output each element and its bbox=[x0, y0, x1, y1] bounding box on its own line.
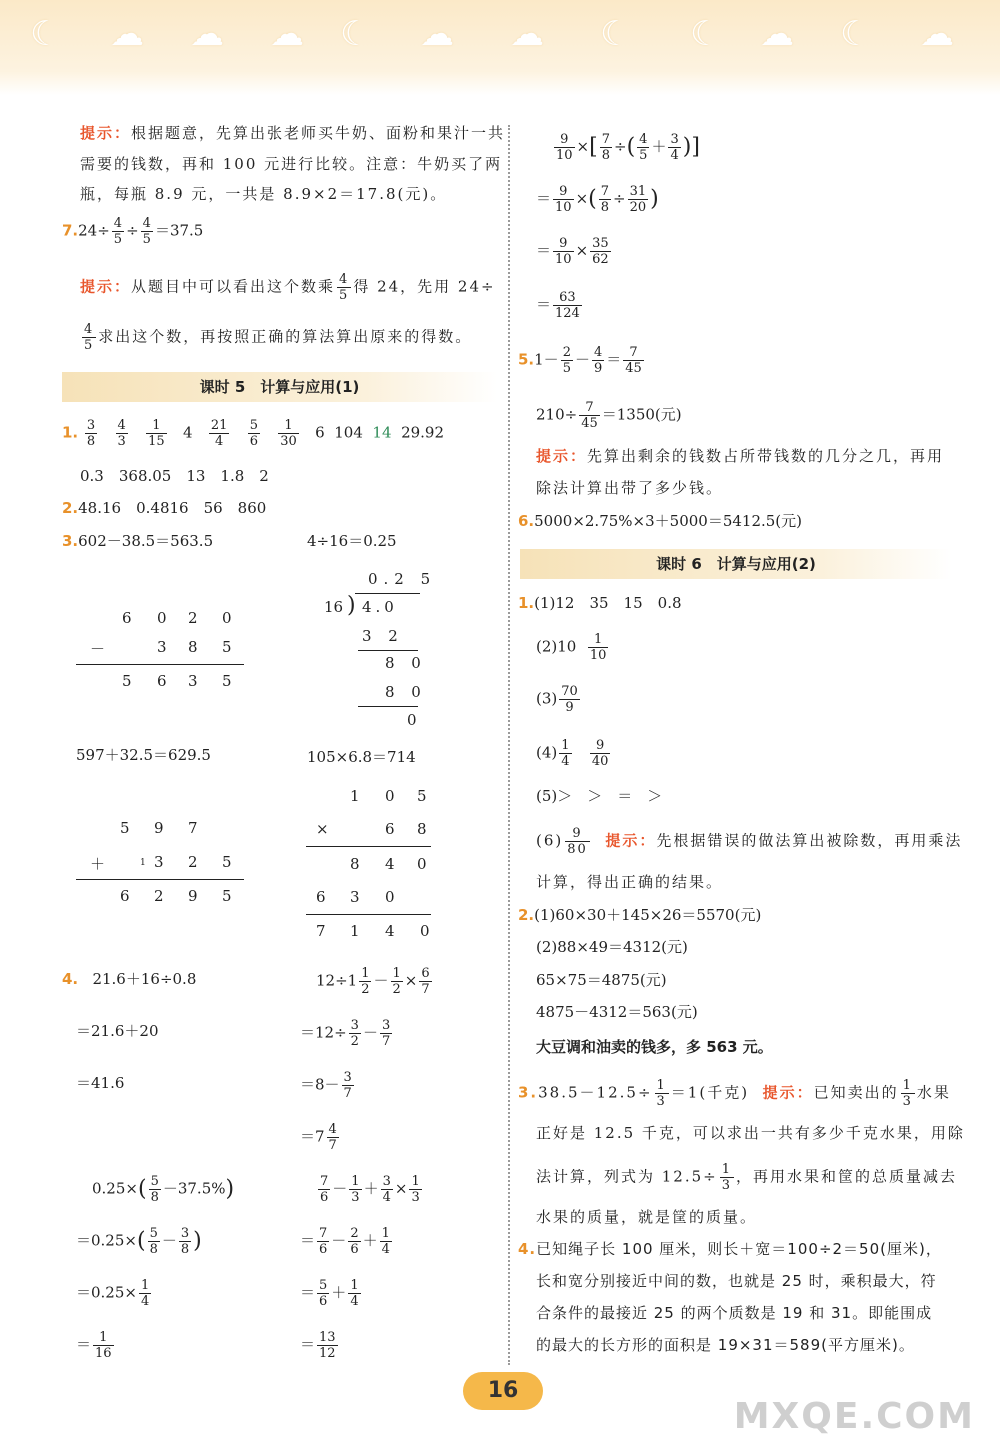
vertical-digit: 5 bbox=[222, 638, 232, 656]
equation: 4÷16＝0.25 bbox=[307, 532, 397, 550]
moon-icon: ☾ bbox=[840, 14, 871, 54]
vertical-digit: 4 bbox=[385, 922, 395, 940]
cloud-icon: ☁ bbox=[110, 14, 144, 54]
rule-line bbox=[306, 846, 431, 847]
hint-line: 正好是 12.5 千克，可以求出一共有多少千克水果，用除 bbox=[536, 1124, 965, 1142]
equation: ＝ $\frac{63}{124}$ bbox=[536, 290, 580, 321]
equation: ＝41.6 bbox=[76, 1074, 125, 1092]
vertical-digit: 5 bbox=[120, 819, 130, 837]
hint-line: 法计算，列式为 12.5÷ $\frac{1}{3}$ ，再用水果和筐的总质量减去 bbox=[536, 1162, 958, 1193]
vertical-digit: 5 bbox=[417, 787, 427, 805]
vertical-digit: 5 bbox=[222, 887, 232, 905]
equation: 105×6.8＝714 bbox=[307, 748, 416, 766]
equation: ＝ $\frac{1}{16}$ bbox=[76, 1330, 112, 1361]
cloud-icon: ☁ bbox=[760, 14, 794, 54]
vertical-digit: 6 bbox=[157, 672, 167, 690]
vertical-digit: 8 bbox=[417, 820, 427, 838]
watermark: MXQE.COM bbox=[733, 1396, 975, 1437]
equation: 210÷ $\frac{7}{45}$ ＝1350(元) bbox=[536, 400, 682, 431]
vertical-digit: ＋ bbox=[90, 855, 106, 873]
hint-line: 水果的质量，就是筐的质量。 bbox=[536, 1208, 758, 1226]
answer-row: (5)＞ ＞ ＝ ＞ bbox=[536, 787, 663, 805]
moon-icon: ☾ bbox=[600, 14, 631, 54]
question-1: 1. $\frac{3}{8}$ $\frac{4}{3}$ $\frac{1}{15}$ 4 $\frac{21}{4}$ $\frac{5}{6}$ $\frac{1}{30}$ 6 104 14 29.92 bbox=[62, 418, 445, 449]
vertical-digit: 3 bbox=[157, 638, 167, 656]
question-7: 7.24÷ $\frac{4}{5}$ ÷ $\frac{4}{5}$ ＝37.5 bbox=[62, 216, 204, 247]
equation: ＝8－ $\frac{3}{7}$ bbox=[300, 1070, 352, 1101]
rule-line bbox=[358, 706, 418, 707]
carry-digit: 1 bbox=[140, 858, 146, 868]
vertical-digit: 2 bbox=[154, 887, 164, 905]
equation: $\frac{9}{10}$ ×[ $\frac{7}{8}$ ÷( $\frac{4}{5}$ ＋ $\frac{3}{4}$ )] bbox=[556, 132, 700, 163]
vertical-digit: 6 bbox=[122, 609, 132, 627]
vertical-digit: 0 bbox=[157, 609, 167, 627]
vertical-digit: 6 bbox=[316, 888, 326, 906]
page-number: 16 bbox=[463, 1372, 543, 1410]
vertical-digit: 0 bbox=[385, 787, 395, 805]
vertical-digit: 3 bbox=[188, 672, 198, 690]
vertical-digit: 1 bbox=[350, 922, 360, 940]
vertical-digit: 0 bbox=[420, 922, 430, 940]
answer-row: 0.3 368.05 13 1.8 2 bbox=[80, 467, 269, 485]
rule-line bbox=[358, 650, 418, 651]
equation: 65×75＝4875(元) bbox=[536, 971, 667, 989]
hint-line: 除法计算出带了多少钱。 bbox=[536, 479, 724, 497]
vertical-digit: 8 bbox=[188, 638, 198, 656]
vertical-digit: 8 bbox=[350, 855, 360, 873]
vertical-digit: 0 bbox=[222, 609, 232, 627]
equation: ＝0.25×( $\frac{5}{8}$ － $\frac{3}{8}$ ) bbox=[76, 1226, 202, 1257]
hint-line: 提示：根据题意，先算出张老师买牛奶、面粉和果汁一共 bbox=[80, 124, 506, 142]
equation: ＝ $\frac{5}{6}$ ＋ $\frac{1}{4}$ bbox=[300, 1278, 359, 1309]
vertical-digit: 2 bbox=[188, 853, 198, 871]
answer-sentence: 大豆调和油卖的钱多，多 563 元。 bbox=[536, 1038, 773, 1056]
vertical-digit: 7 bbox=[316, 922, 326, 940]
vertical-digit: 0 bbox=[417, 855, 427, 873]
division-step: 8 0 bbox=[385, 654, 427, 672]
question-3: 3.38.5－12.5÷ $\frac{1}{3}$ ＝1(千克) 提示：已知卖出的 $\frac{1}{3}$ 水果 bbox=[518, 1078, 951, 1109]
division-step: 0 bbox=[407, 711, 417, 729]
vertical-digit: 4 bbox=[385, 855, 395, 873]
vertical-digit: 5 bbox=[122, 672, 132, 690]
moon-icon: ☾ bbox=[340, 14, 371, 54]
cloud-icon: ☁ bbox=[190, 14, 224, 54]
equation: 4875－4312＝563(元) bbox=[536, 1003, 698, 1021]
cloud-icon: ☁ bbox=[510, 14, 544, 54]
vertical-digit: 3 bbox=[154, 853, 164, 871]
division-step: 8 0 bbox=[385, 683, 427, 701]
equation: ＝ $\frac{13}{12}$ bbox=[300, 1330, 336, 1361]
vertical-digit: 5 bbox=[222, 672, 232, 690]
vertical-digit: 9 bbox=[188, 887, 198, 905]
hint-line: 计算，得出正确的结果。 bbox=[536, 873, 724, 891]
rule-line bbox=[306, 914, 431, 915]
question-5: 5.1－ $\frac{2}{5}$ － $\frac{4}{9}$ ＝ $\frac{7}{45}$ bbox=[518, 345, 642, 376]
equation: ＝21.6＋20 bbox=[76, 1022, 159, 1040]
rule-line bbox=[355, 593, 420, 594]
vertical-digit: 9 bbox=[154, 819, 164, 837]
equation: ＝12÷ $\frac{3}{2}$ － $\frac{3}{7}$ bbox=[300, 1018, 391, 1049]
equation: ＝ $\frac{7}{6}$ － $\frac{2}{6}$ ＋ $\frac{1}{4}$ bbox=[300, 1226, 390, 1257]
header-banner bbox=[0, 0, 1000, 95]
hint-line: $\frac{4}{5}$ 求出这个数，再按照正确的算法算出原来的得数。 bbox=[84, 322, 473, 353]
question-4: 4. 21.6＋16÷0.8 bbox=[62, 970, 197, 988]
cloud-icon: ☁ bbox=[420, 14, 454, 54]
division-quotient: 0.2 5 bbox=[368, 570, 437, 588]
question-2: 2.48.16 0.4816 56 860 bbox=[62, 499, 267, 517]
vertical-digit: － bbox=[90, 640, 106, 658]
hint-line: 瓶，每瓶 8.9 元，一共是 8.9×2＝17.8(元)。 bbox=[80, 185, 448, 203]
rule-line bbox=[76, 879, 244, 880]
column-divider bbox=[508, 125, 510, 1365]
equation: ＝ $\frac{9}{10}$ ×( $\frac{7}{8}$ ÷ $\frac{31}{20}$ ) bbox=[536, 184, 659, 215]
answer-row: (6) $\frac{9}{80}$ 提示：先根据错误的做法算出被除数，再用乘法 bbox=[536, 826, 963, 857]
vertical-digit: 6 bbox=[385, 820, 395, 838]
vertical-digit: 2 bbox=[188, 609, 198, 627]
division-dividend: 4.0 bbox=[362, 598, 398, 616]
vertical-digit: × bbox=[316, 820, 329, 838]
vertical-digit: 1 bbox=[350, 787, 360, 805]
equation: ＝ $\frac{9}{10}$ × $\frac{35}{62}$ bbox=[536, 236, 609, 267]
answer-line: 长和宽分别接近中间的数，也就是 25 时，乘积最大，符 bbox=[536, 1272, 937, 1290]
equation: 12÷1 $\frac{1}{2}$ － $\frac{1}{2}$ × $\frac{6}{7}$ bbox=[316, 966, 430, 997]
equation: 0.25×( $\frac{5}{8}$ －37.5%) bbox=[92, 1174, 235, 1205]
vertical-digit: 3 bbox=[350, 888, 360, 906]
answer-row: (3) $\frac{70}{9}$ bbox=[536, 684, 578, 715]
equation: ＝7 $\frac{4}{7}$ bbox=[300, 1122, 337, 1153]
question-6: 6.5000×2.75%×3＋5000＝5412.5(元) bbox=[518, 512, 803, 530]
equation: 597＋32.5＝629.5 bbox=[76, 746, 211, 764]
question-3: 3.602－38.5＝563.5 bbox=[62, 532, 214, 550]
vertical-digit: 0 bbox=[385, 888, 395, 906]
answer-line: 合条件的最接近 25 的两个质数是 19 和 31。即能围成 bbox=[536, 1304, 933, 1322]
division-step: 3 2 bbox=[362, 627, 404, 645]
question-4: 4.已知绳子长 100 厘米，则长＋宽＝100÷2＝50(厘米)， bbox=[518, 1240, 942, 1258]
hint-line: 提示：先算出剩余的钱数占所带钱数的几分之几，再用 bbox=[536, 447, 945, 465]
section-title: 课时 5 计算与应用(1) bbox=[62, 372, 497, 402]
cloud-icon: ☁ bbox=[270, 14, 304, 54]
equation: $\frac{7}{6}$ － $\frac{1}{3}$ ＋ $\frac{3}{4}$ × $\frac{1}{3}$ bbox=[320, 1174, 420, 1205]
question-1: 1.(1)12 35 15 0.8 bbox=[518, 594, 682, 612]
answer-row: (2)10 $\frac{1}{10}$ bbox=[536, 632, 607, 663]
division-divisor: 16 bbox=[324, 598, 344, 616]
cloud-icon: ☁ bbox=[920, 14, 954, 54]
section-title: 课时 6 计算与应用(2) bbox=[520, 549, 952, 579]
hint-line: 提示：从题目中可以看出这个数乘 $\frac{4}{5}$ 得 24，先用 24÷ bbox=[80, 272, 496, 303]
vertical-digit: 7 bbox=[188, 819, 198, 837]
moon-icon: ☾ bbox=[30, 14, 61, 54]
hint-line: 需要的钱数，再和 100 元进行比较。注意：牛奶买了两 bbox=[80, 155, 503, 173]
division-bracket: ) bbox=[347, 593, 356, 618]
equation: ＝0.25× $\frac{1}{4}$ bbox=[76, 1278, 150, 1309]
rule-line bbox=[76, 664, 244, 665]
answer-line: 的最大的长方形的面积是 19×31＝589(平方厘米)。 bbox=[536, 1336, 915, 1354]
vertical-digit: 5 bbox=[222, 853, 232, 871]
answer-row: (4) $\frac{1}{4}$ $\frac{9}{40}$ bbox=[536, 738, 609, 769]
vertical-digit: 6 bbox=[120, 887, 130, 905]
question-2: 2.(1)60×30＋145×26＝5570(元) bbox=[518, 906, 762, 924]
moon-icon: ☾ bbox=[690, 14, 721, 54]
equation: (2)88×49＝4312(元) bbox=[536, 938, 688, 956]
